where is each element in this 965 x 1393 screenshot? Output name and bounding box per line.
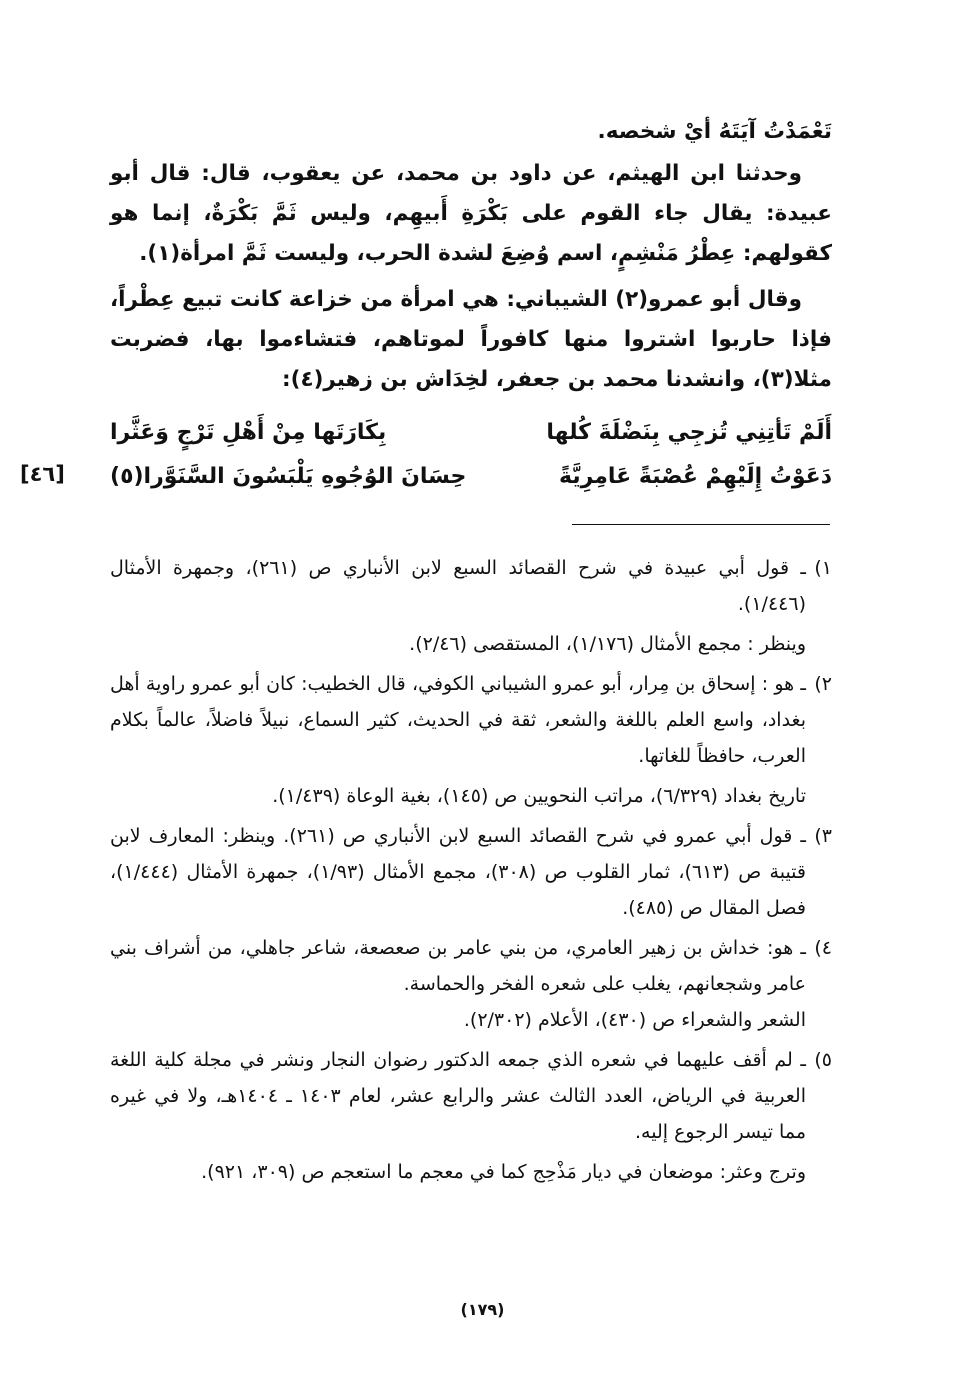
verse-1-second-hemistich: بِكَارَتَها مِنْ أَهْلِ تَرْجٍ وَعَثَّرا	[110, 420, 387, 445]
verse-2-second-hemistich: حِسَانَ الوُجُوهِ يَلْبَسُونَ السَّنَوَّرا(٥)	[110, 464, 467, 489]
footnote-number: ٥)	[814, 1049, 832, 1071]
footnote-text: ـ هو: خداش بن زهير العامري، من بني عامر بن صعصعة، شاعر جاهلي، من أشراف بني عامر وشجعانهم، يغلب على شعره الفخر والحماسة.	[110, 937, 806, 995]
main-paragraph-2: وحدثنا ابن الهيثم، عن داود بن محمد، عن يعقوب، قال: قال أبو عبيدة: يقال جاء القوم على بَكْرَةِ أَبيهِم، وليس ثَمَّ بَكْرَةٌ، إنما هو كقولهم: عِطْرُ مَنْشِمٍ، اسم وُضِعَ لشدة الحرب، وليست ثَمَّ امرأة(١).	[110, 161, 832, 266]
footnote-4	[110, 930, 832, 1038]
footnotes	[110, 550, 832, 1194]
footnote-text: وينظر : مجمع الأمثال (١/١٧٦)، المستقصى (٢/٤٦).	[409, 633, 806, 655]
footnote-number: ١)	[814, 557, 832, 579]
footnote-text: ـ قول أبي عبيدة في شرح القصائد السبع لابن الأنباري ص (٢٦١)، وجمهرة الأمثال (١/٤٤٦).	[110, 557, 806, 615]
verse-line-2	[110, 464, 832, 504]
main-paragraph-1: تَعْمَدْتُ آيَتَهُ أيْ شخصه.	[597, 119, 832, 144]
footnote-text: الشعر والشعراء ص (٤٣٠)، الأعلام (٢/٣٠٢).	[463, 1009, 806, 1031]
verse-1-first-hemistich: أَلَمْ تَأتِنِي تُزجِي بِنَضْلَةَ كُلها	[546, 420, 832, 445]
margin-page-reference: [٤٦]	[20, 462, 65, 486]
footnote-number: ٢)	[814, 673, 832, 695]
main-text	[110, 112, 832, 402]
verse-2-first-hemistich: دَعَوْتُ إِلَيْهِمْ عُصْبَةً عَامِرِيَّةً	[559, 464, 832, 489]
main-paragraph-3: وقال أبو عمرو(٢) الشيباني: هي امرأة من خزاعة كانت تبيع عِطْراً، فإذا حاربوا اشتروا منها كافوراً لموتاهم، فتشاءموا بها، فضربت مثلا(٣)، وانشدنا محمد بن جعفر، لخِدَاش بن زهير(٤):	[110, 287, 832, 392]
footnote-text: ـ هو : إسحاق بن مِرار، أبو عمرو الشيباني الكوفي، قال الخطيب: كان أبو عمرو راوية أهل بغداد، واسع العلم باللغة والشعر، ثقة في الحديث، كثير السماع، نبيلاً فاضلاً، عالماً بكلام العرب، حافظاً للغاتها.	[110, 673, 806, 767]
footnote-text: وترج وعثر: موضعان في ديار مَذْحِج كما في معجم ما استعجم ص (٣٠٩، ٩٢١).	[201, 1161, 806, 1183]
footnote-3	[110, 818, 832, 926]
footnote-5	[110, 1042, 832, 1190]
page-number: (١٧٩)	[460, 1300, 505, 1319]
footnote-number: ٤)	[814, 937, 832, 959]
verse-line-1	[110, 420, 832, 460]
footnote-text: ـ لم أقف عليهما في شعره الذي جمعه الدكتور رضوان النجار ونشر في مجلة كلية اللغة العربية في الرياض، العدد الثالث عشر والرابع عشر، لعام ١٤٠٣ ـ ١٤٠٤هـ، ولا في غيره مما تيسر الرجوع إليه.	[110, 1049, 806, 1143]
footnote-number: ٣)	[814, 825, 832, 847]
footnote-1	[110, 550, 832, 662]
footnote-text: ـ قول أبي عمرو في شرح القصائد السبع لابن الأنباري ص (٢٦١). وينظر: المعارف لابن قتيبة ص (٦١٣)، ثمار القلوب ص (٣٠٨)، مجمع الأمثال (١/٩٣)، جمهرة الأمثال (١/٤٤٤)، فصل المقال ص (٤٨٥).	[110, 825, 807, 919]
footnote-separator	[572, 524, 830, 525]
footnote-2	[110, 666, 832, 814]
footnote-text: تاريخ بغداد (٦/٣٢٩)، مراتب النحويين ص (١٤٥)، بغية الوعاة (١/٤٣٩).	[272, 785, 806, 807]
